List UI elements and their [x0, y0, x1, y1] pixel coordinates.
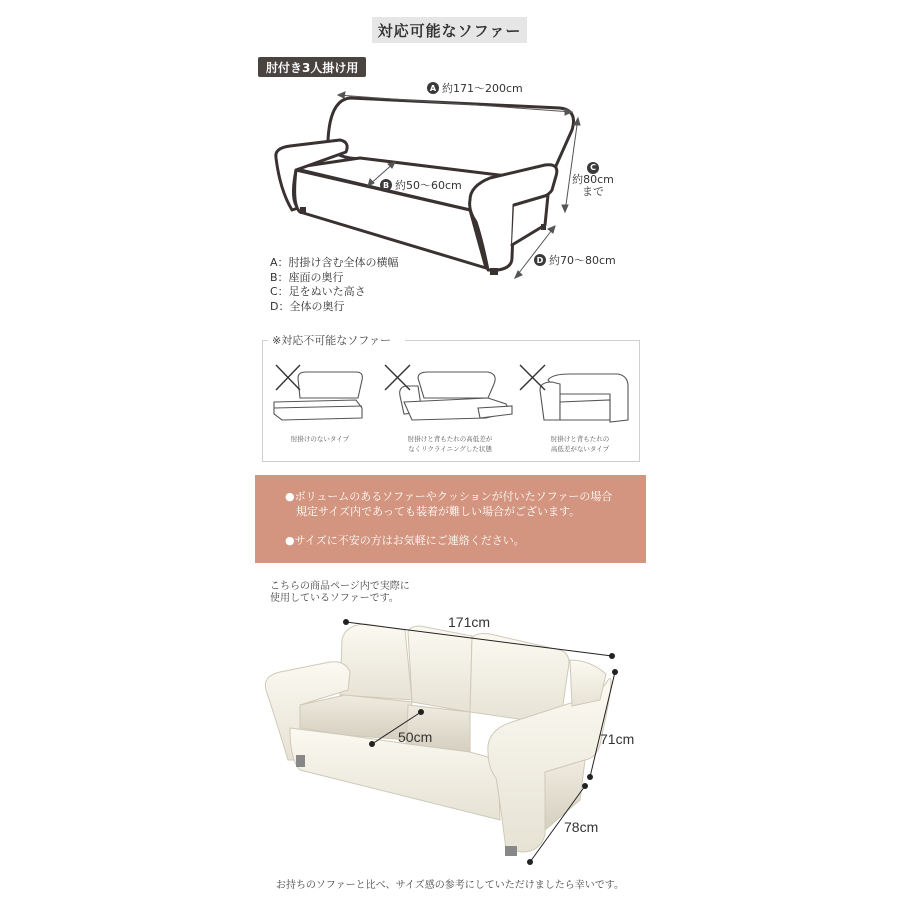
- sofa-type-tag: 肘付き3人掛け用: [258, 57, 366, 77]
- depth-measure: 78cm: [564, 819, 599, 835]
- caption-line: 肘掛けと背もたれの高低差が: [407, 435, 493, 443]
- unsupported-caption-1: [270, 434, 370, 444]
- notice-line: ●ボリュームのあるソファーやクッションが付いたソファーの場合: [285, 490, 613, 503]
- dim-d-text: 約70～80cm: [549, 254, 616, 267]
- seat-depth-measure: 50cm: [398, 729, 433, 745]
- dim-a-text: 約171～200cm: [442, 82, 523, 95]
- dim-a-label: [427, 80, 523, 96]
- height-measure: 71cm: [600, 731, 635, 747]
- unsupported-caption-3: [530, 434, 630, 454]
- unsupported-caption-2: [395, 434, 505, 454]
- legend-item: A：肘掛け含む全体の横幅: [270, 256, 399, 269]
- unsupported-title: ※対応不可能なソファー: [268, 332, 395, 348]
- legend-item: D：全体の奥行: [270, 299, 345, 313]
- dim-d-label: [534, 252, 616, 268]
- dimension-legend: [270, 256, 399, 314]
- caption-line: 肘掛けと背もたれの: [550, 435, 610, 443]
- dim-b-label: [380, 177, 462, 193]
- caption-line: こちらの商品ページ内で実際に: [270, 581, 410, 592]
- caption-line: 高低差がないタイプ: [550, 445, 610, 453]
- legend-item: C：足をぬいた高さ: [270, 285, 366, 298]
- dim-b-badge: B: [380, 179, 392, 191]
- notice-line: 規定サイズ内であっても装着が難しい場合がございます。: [296, 505, 581, 518]
- dim-c-text-1: 約80cm: [572, 173, 614, 186]
- dim-b-text: 約50～60cm: [395, 179, 462, 192]
- legend-item: B：座面の奥行: [270, 270, 344, 284]
- width-measure: 171cm: [448, 614, 491, 630]
- caption-line: 使用しているソファーです。: [270, 593, 399, 604]
- photo-caption: [270, 581, 410, 605]
- dim-c-text-2: まで: [582, 185, 604, 198]
- dim-c-badge: C: [587, 162, 599, 174]
- dim-d-badge: D: [534, 254, 546, 266]
- notice-line: ●サイズに不安の方はお気軽にご連絡ください。: [285, 534, 525, 547]
- box-border-right: [405, 340, 640, 341]
- dim-a-badge: A: [427, 82, 439, 94]
- notice-panel: [255, 475, 646, 563]
- section-title: 対応可能なソファー: [372, 17, 527, 43]
- dim-c-label: [572, 161, 614, 198]
- caption-line: 肘掛けのないタイプ: [290, 435, 350, 443]
- footer-note: お持ちのソファーと比べ、サイズ感の参考にしていただけましたら幸いです。: [276, 880, 624, 891]
- caption-line: なくリクライニングした状態: [408, 445, 492, 453]
